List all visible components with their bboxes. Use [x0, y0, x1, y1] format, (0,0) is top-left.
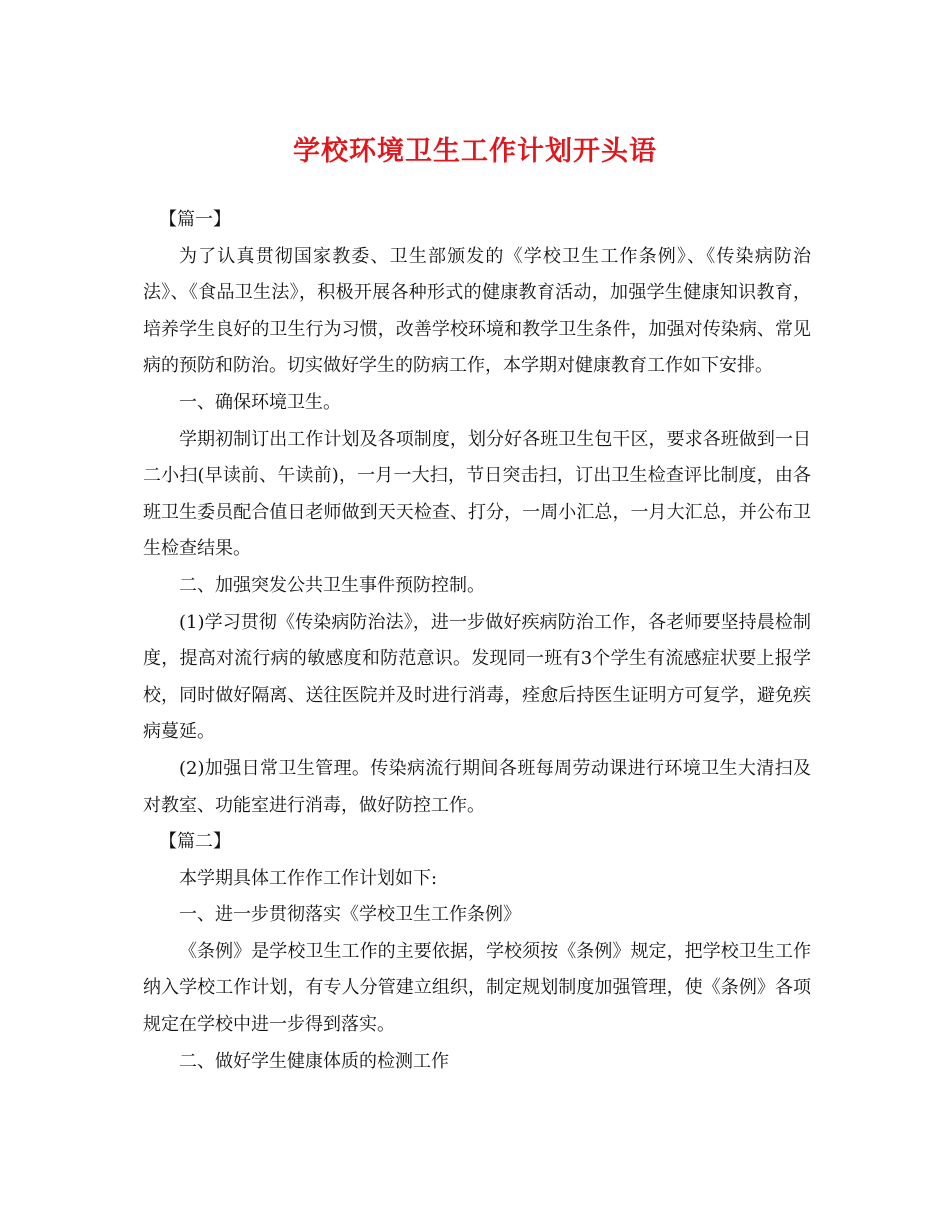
heading-public-health-control: 二、加强突发公共卫生事件预防控制。 — [179, 574, 485, 596]
paragraph-disease-prevention: (1)学习贯彻《传染病防治法》，进一步做好疾病防治工作，各老师要坚持晨检制度，提高对流行病的敏感度和防范意识。发现同一班有3个学生有流感症状要上报学校，同时做好隔离、送往医院并及时进行消毒，痊愈后持医生证明方可复学，避免疾病蔓延。 — [143, 611, 811, 743]
document-body — [143, 202, 811, 1080]
section-heading-part-one: 【篇一】 — [159, 209, 231, 230]
paragraph-regulations: 《条例》是学校卫生工作的主要依据，学校须按《条例》规定，把学校卫生工作纳入学校工作计划，有专人分管建立组织，制定规划制度加强管理，使《条例》各项规定在学校中进一步得到落实。 — [143, 940, 811, 1036]
heading-health-testing: 二、做好学生健康体质的检测工作 — [179, 1050, 449, 1072]
heading-ensure-environment: 一、确保环境卫生。 — [179, 391, 341, 413]
paragraph-daily-management: (2)加强日常卫生管理。传染病流行期间各班每周劳动课进行环境卫生大清扫及对教室、功能室进行消毒，做好防控工作。 — [143, 757, 811, 816]
paragraph-cleaning-plan: 学期初制订出工作计划及各项制度，划分好各班卫生包干区，要求各班做到一日二小扫(早读前、午读前)，一月一大扫，节日突击扫，订出卫生检查评比制度，由各班卫生委员配合值日老师做到天天检查、打分，一周小汇总，一月大汇总，并公布卫生检查结果。 — [143, 428, 811, 560]
paragraph-work-plan-intro: 本学期具体工作作工作计划如下: — [179, 867, 438, 889]
section-heading-part-two: 【篇二】 — [159, 831, 231, 853]
document-title: 学校环境卫生工作计划开头语 — [293, 136, 657, 167]
paragraph-intro: 为了认真贯彻国家教委、卫生部颁发的《学校卫生工作条例》、《传染病防治法》、《食品卫生法》，积极开展各种形式的健康教育活动，加强学生健康知识教育，培养学生良好的卫生行为习惯，改善学校环境和教学卫生条件，加强对传染病、常见病的预防和防治。切实做好学生的防病工作，本学期对健康教育工作如下安排。 — [143, 245, 811, 377]
heading-implement-regulations: 一、进一步贯彻落实《学校卫生工作条例》 — [179, 904, 521, 926]
